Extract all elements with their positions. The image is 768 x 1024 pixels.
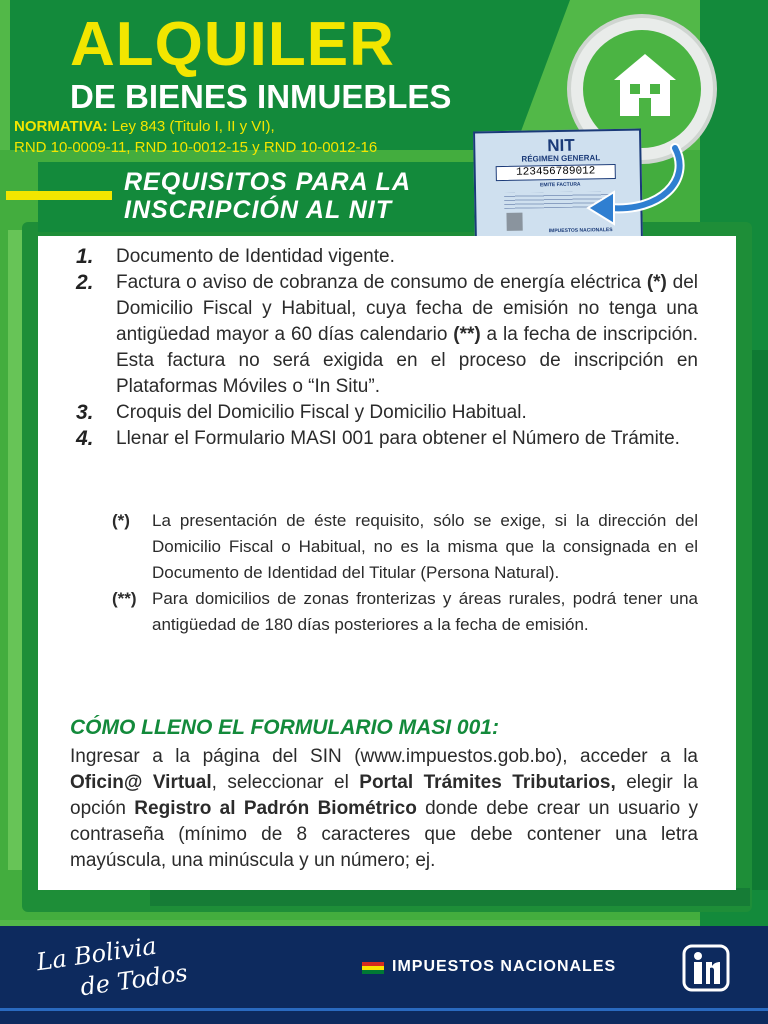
slogan-line1: La Bolivia — [34, 931, 159, 977]
oficina-virtual-link: Oficin@ Virtual — [70, 772, 212, 793]
requisitos-list — [76, 244, 698, 452]
como-title: CÓMO LLENO EL FORMULARIO MASI 001: — [70, 716, 499, 739]
list-item-text: Llenar el Formulario MASI 001 para obtener el Número de Trámite. — [116, 428, 680, 449]
list-item-number: 4. — [76, 427, 94, 450]
note-ref: (**) — [453, 324, 481, 345]
como-text-part: elegir la opción — [70, 772, 698, 819]
normativa-text-1: Ley 843 (Titulo I, II y VI), — [107, 118, 275, 135]
list-item — [76, 400, 698, 426]
note-item — [112, 586, 698, 638]
list-item-text: a la fecha de inscripción. Esta factura no será exigida en el proceso de inscripción en Plataformas Móviles o “In Situ”. — [116, 324, 698, 397]
como-text-part: donde debe crear un usuario y contraseña (mínimo de 8 caracteres que debe contener una letra mayúscula, una minúscula y un número; ej. — [70, 798, 698, 871]
list-item-text: Factura o aviso de cobranza de consumo de energía eléctrica — [116, 272, 647, 293]
requisitos-title-line1: REQUISITOS PARA LA — [124, 168, 412, 196]
normativa-label: NORMATIVA: — [14, 118, 108, 135]
nit-card-emite: EMITE FACTURA — [539, 181, 581, 189]
list-item — [76, 244, 698, 270]
list-item-number: 2. — [76, 271, 94, 294]
note-text: La presentación de éste requisito, sólo se exige, si la dirección del Domicilio Fiscal o Habitual, no es la misma que la consignada en el Documento de Identidad del Titular (Persona Natural). — [152, 511, 698, 582]
list-item — [76, 426, 698, 452]
nit-card-regimen: RÉGIMEN GENERAL — [521, 153, 601, 164]
note-item — [112, 508, 698, 586]
list-item-text: del Domicilio Fiscal y Habitual, cuya fecha de emisión no tenga una antigüedad mayor a 60 días calendario — [116, 272, 698, 345]
note-marker: (**) — [112, 589, 137, 608]
note-text: Para domicilios de zonas fronterizas y áreas rurales, podrá tener una antigüedad de 180 días posteriores a la fecha de emisión. — [152, 589, 698, 634]
curved-arrow-icon — [580, 140, 690, 230]
como-text — [70, 744, 698, 874]
nit-card-logo: NIT — [547, 135, 575, 156]
list-item-text: Croquis del Domicilio Fiscal y Domicilio Habitual. — [116, 402, 527, 423]
list-item-number: 1. — [76, 245, 94, 268]
left-deco-strip — [8, 230, 22, 870]
nit-card-footer: IMPUESTOS NACIONALES — [548, 227, 613, 235]
portal-tramites-link: Portal Trámites Tributarios, — [359, 772, 616, 793]
bottom-deco-strip — [150, 888, 750, 906]
list-item — [76, 270, 698, 400]
como-text-part: , seleccionar el — [211, 772, 360, 793]
normativa-text-2: RND 10-0009-11, RND 10-0012-15 y RND 10-0012-16 — [14, 139, 378, 156]
requisitos-title-line2: INSCRIPCIÓN AL NIT — [124, 196, 393, 224]
note-marker: (*) — [112, 511, 130, 530]
list-item-number: 3. — [76, 401, 94, 424]
registro-padron-link: Registro al Padrón Biométrico — [134, 798, 417, 819]
title-sub: DE BIENES INMUEBLES — [70, 78, 452, 115]
nit-card-photo — [506, 213, 522, 231]
nit-card-number: 123456789012 — [496, 164, 616, 181]
note-ref: (*) — [646, 272, 667, 293]
bolivia-flag-icon — [362, 962, 384, 974]
slogan-line2: de Todos — [78, 958, 190, 1002]
footer-accent-line — [0, 1008, 768, 1011]
list-item-text: Documento de Identidad vigente. — [116, 246, 395, 267]
normativa — [14, 116, 474, 158]
como-text-part: Ingresar a la página del SIN (www.impuestos.gob.bo), acceder a la — [70, 746, 698, 767]
requisitos-title — [124, 168, 411, 224]
house-icon — [610, 50, 680, 120]
impuestos-nacionales-logo-icon — [682, 944, 730, 992]
yellow-accent-bar — [6, 191, 112, 200]
notes-section — [112, 508, 698, 638]
brand-name: IMPUESTOS NACIONALES — [392, 958, 617, 975]
title-main: ALQUILER — [70, 10, 395, 79]
